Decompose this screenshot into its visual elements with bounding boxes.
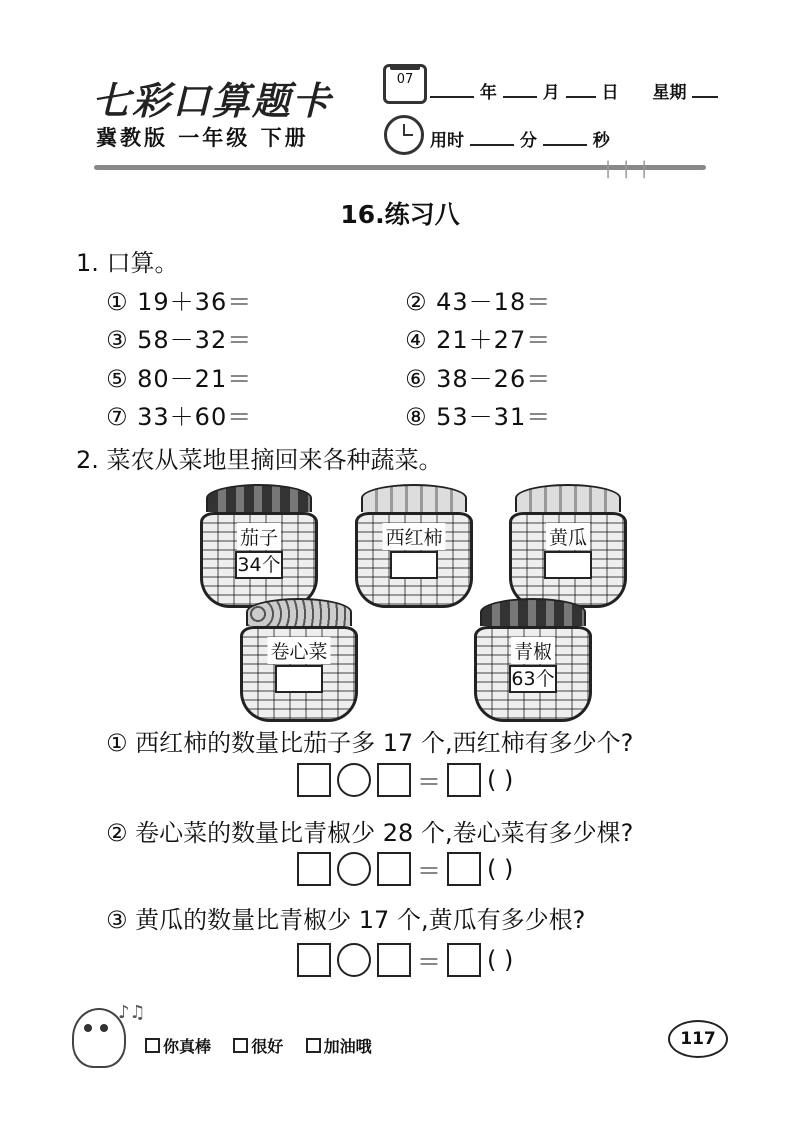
q1-item-3: ③ 58－32＝ (106, 326, 253, 354)
basket-count-cabbage (275, 665, 323, 693)
q1-title: 1. 口算。 (76, 249, 179, 277)
cucumber-icon (515, 484, 621, 512)
answer-box[interactable] (377, 852, 411, 886)
answer-box[interactable] (297, 852, 331, 886)
operator-circle[interactable] (337, 763, 371, 797)
answer-box[interactable] (447, 852, 481, 886)
q2-title: 2. 菜农从菜地里摘回来各种蔬菜。 (76, 446, 443, 474)
equals-sign: ＝ (417, 948, 441, 976)
divider-ticks-icon: ||| (605, 158, 660, 179)
rating-good: 很好 (251, 1037, 284, 1056)
calendar-icon (383, 64, 427, 104)
equals-sign: ＝ (417, 857, 441, 885)
time-used-label: 用时 (430, 131, 464, 151)
checkbox[interactable] (145, 1038, 160, 1053)
minutes-label: 分 (519, 131, 537, 151)
q2-sub-3-text: ③ 黄瓜的数量比青椒少 17 个,黄瓜有多少根? (106, 906, 586, 934)
q2-sub-2-answer (297, 851, 513, 886)
q1-item-2: ② 43－18＝ (405, 288, 552, 316)
q2-sub-3-answer (297, 942, 513, 977)
q1-item-4: ④ 21＋27＝ (405, 326, 552, 354)
answer-box[interactable] (447, 943, 481, 977)
cabbage-icon (246, 598, 352, 626)
basket-eggplant (200, 484, 318, 608)
operator-circle[interactable] (337, 852, 371, 886)
pepper-icon (480, 598, 586, 626)
basket-count-eggplant: 34个 (235, 551, 283, 579)
q2-sub-1-answer (297, 762, 513, 797)
self-rating (145, 1034, 372, 1057)
basket-pepper (474, 598, 592, 722)
basket-label-cabbage: 卷心菜 (267, 637, 330, 664)
basket-count-pepper: 63个 (509, 665, 557, 693)
basket-label-cucumber: 黄瓜 (546, 523, 590, 550)
music-note-icon: ♪♫ (118, 1002, 146, 1023)
basket-count-cucumber (544, 551, 592, 579)
brand-title: 七彩口算题卡 (92, 79, 333, 123)
basket-label-eggplant: 茄子 (237, 523, 281, 550)
day-label: 日 (601, 83, 619, 103)
answer-box[interactable] (447, 763, 481, 797)
q1-item-7: ⑦ 33＋60＝ (106, 403, 253, 431)
answer-box[interactable] (377, 943, 411, 977)
answer-box[interactable] (297, 763, 331, 797)
answer-box[interactable] (297, 943, 331, 977)
basket-label-tomato: 西红柿 (382, 523, 445, 550)
edition-subtitle: 冀教版 一年级 下册 (96, 126, 309, 150)
q2-sub-1-text: ① 西红柿的数量比茄子多 17 个,西红柿有多少个? (106, 729, 634, 757)
q2-sub-2-text: ② 卷心菜的数量比青椒少 28 个,卷心菜有多少棵? (106, 819, 634, 847)
q1-item-5: ⑤ 80－21＝ (106, 365, 253, 393)
date-line (430, 78, 718, 103)
month-label: 月 (542, 83, 560, 103)
basket-cabbage (240, 598, 358, 722)
basket-tomato (355, 484, 473, 608)
basket-count-tomato (390, 551, 438, 579)
unit-paren[interactable]: ( ) (487, 854, 514, 883)
basket-cucumber (509, 484, 627, 608)
unit-paren[interactable]: ( ) (487, 765, 514, 794)
clock-icon (384, 115, 424, 155)
equals-sign: ＝ (417, 768, 441, 796)
year-label: 年 (479, 83, 497, 103)
calendar-number: 07 (396, 72, 414, 87)
q1-item-8: ⑧ 53－31＝ (405, 403, 552, 431)
q1-item-1: ① 19＋36＝ (106, 288, 253, 316)
section-title: 16.练习八 (340, 200, 460, 229)
operator-circle[interactable] (337, 943, 371, 977)
rating-keep-going: 加油哦 (323, 1037, 372, 1056)
tomato-icon (361, 484, 467, 512)
basket-label-pepper: 青椒 (511, 637, 555, 664)
seconds-label: 秒 (592, 131, 610, 151)
time-line (430, 126, 610, 151)
unit-paren[interactable]: ( ) (487, 945, 514, 974)
checkbox[interactable] (306, 1038, 321, 1053)
page-number: 117 (668, 1020, 728, 1058)
eggplant-icon (206, 484, 312, 512)
answer-box[interactable] (377, 763, 411, 797)
rating-great: 你真棒 (163, 1037, 212, 1056)
checkbox[interactable] (233, 1038, 248, 1053)
weekday-label: 星期 (652, 83, 687, 103)
q1-item-6: ⑥ 38－26＝ (405, 365, 552, 393)
